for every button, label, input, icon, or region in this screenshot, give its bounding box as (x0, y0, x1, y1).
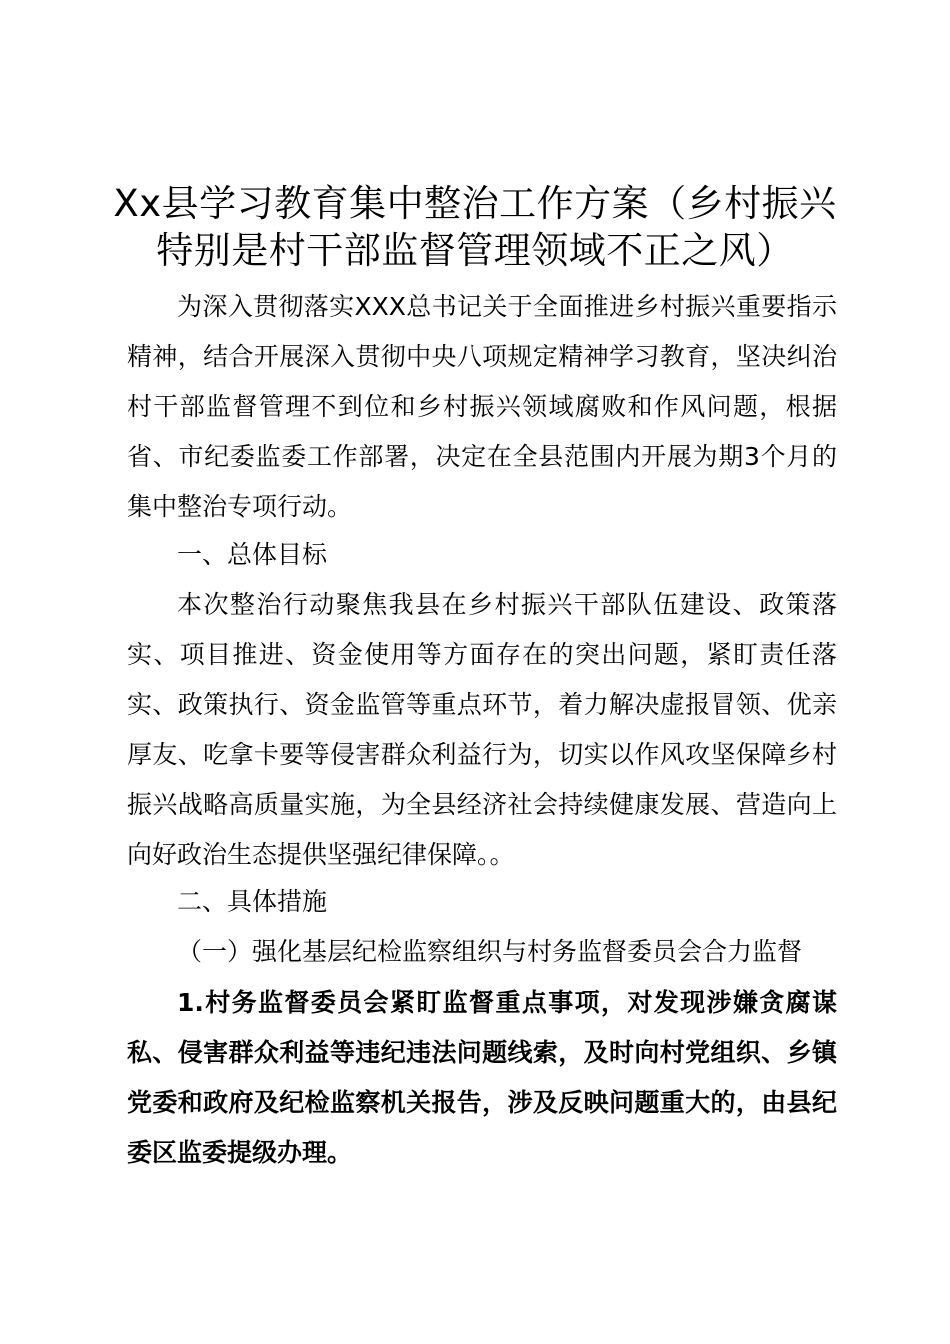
title-line-1: Xx县学习教育集中整治工作方案（乡村振兴 (113, 182, 837, 225)
document-title (100, 180, 850, 274)
subsection-heading-1: （一）强化基层纪检监察组织与村务监督委员会合力监督 (177, 937, 803, 966)
overall-goal-paragraph: 本次整治行动聚焦我县在乡村振兴干部队伍建设、政策落实、项目推进、资金使用等方面存在的突出问题，紧盯责任落实、政策执行、资金监管等重点环节，着力解决虚报冒领、优亲厚友、吃拿卡要等侵害群众利益行为，切实以作风攻坚保障乡村振兴战略高质量实施，为全县经济社会持续健康发展、营造向上向好政治生态提供坚强纪律保障。。 (127, 590, 837, 869)
section-heading-specific-measures: 二、具体措施 (177, 887, 328, 916)
section-heading-overall-goal: 一、总体目标 (177, 540, 328, 569)
measure-item-1: 1.村务监督委员会紧盯监督重点事项，对发现涉嫌贪腐谋私、侵害群众利益等违纪违法问题线索，及时向村党组织、乡镇党委和政府及纪检监察机关报告，涉及反映问题重大的，由县纪委区监委提级办理。 (127, 988, 837, 1167)
title-line-2: 特别是村干部监督管理领域不正之风） (156, 229, 794, 272)
intro-paragraph: 为深入贯彻落实XXX总书记关于全面推进乡村振兴重要指示精神，结合开展深入贯彻中央八项规定精神学习教育，坚决纠治村干部监督管理不到位和乡村振兴领域腐败和作风问题，根据省、市纪委监委工作部署，决定在全县范围内开展为期3个月的集中整治专项行动。 (127, 292, 837, 521)
